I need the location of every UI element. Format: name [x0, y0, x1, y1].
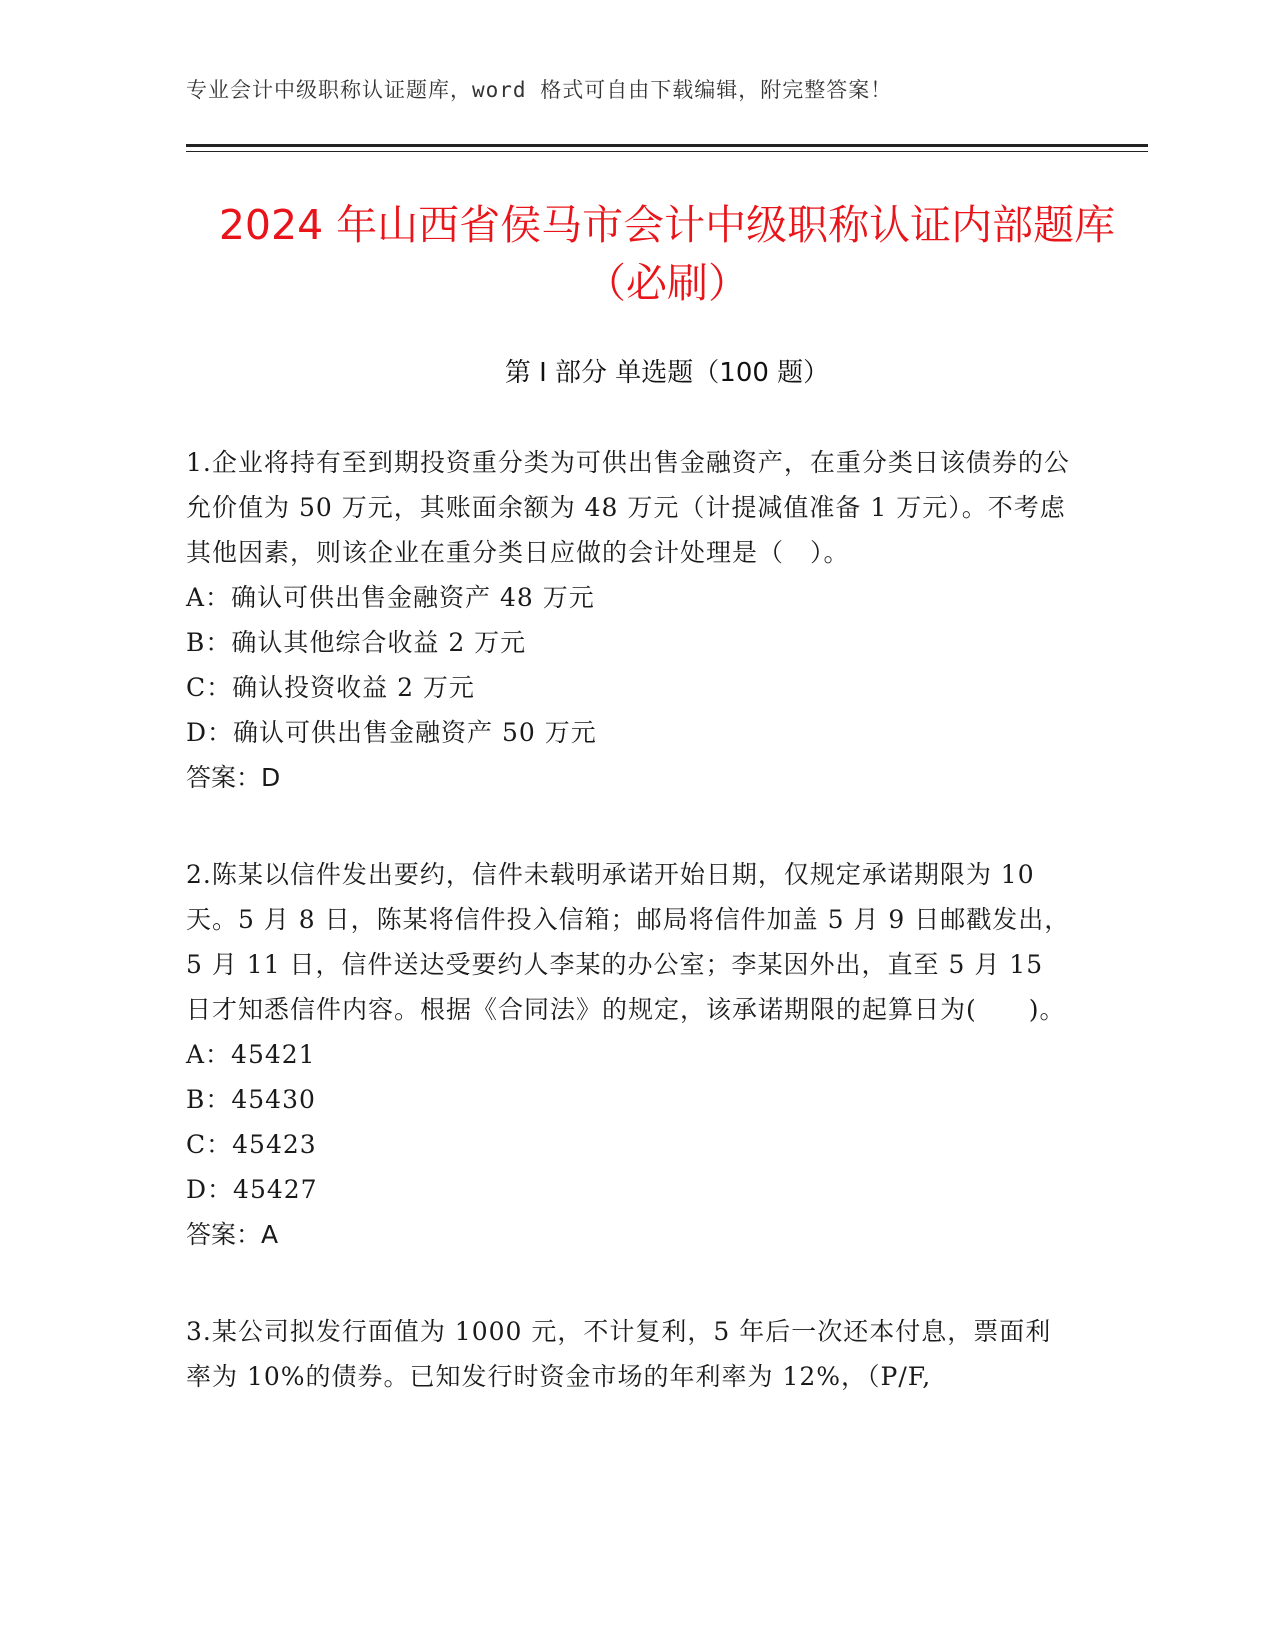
question-stem: 1.企业将持有至到期投资重分类为可供出售金融资产，在重分类日该债券的公允价值为 50 万元，其账面余额为 48 万元（计提减值准备 1 万元）。不考虑其他因素，则该企业在重分类日应做的会计处理是（ ）。: [186, 448, 1070, 567]
question-1: [186, 440, 1076, 800]
answer: 答案：D: [186, 763, 281, 792]
section-title: 第 I 部分 单选题（100 题）: [504, 358, 830, 388]
question-3: [186, 1309, 1076, 1399]
answer: 答案：A: [186, 1220, 279, 1249]
question-list: [186, 440, 1076, 1451]
question-2: [186, 852, 1076, 1257]
option-c: C：确认投资收益 2 万元: [186, 673, 475, 702]
option-a: A：45421: [186, 1040, 316, 1069]
header-note: 专业会计中级职称认证题库，word 格式可自由下载编辑，附完整答案！: [186, 78, 893, 102]
option-c: C：45423: [186, 1130, 317, 1159]
header-rule-thick: [186, 144, 1148, 147]
document-title: 2024 年山西省侯马市会计中级职称认证内部题库（必刷）: [218, 201, 1116, 307]
option-d: D：45427: [186, 1175, 318, 1204]
option-d: D：确认可供出售金融资产 50 万元: [186, 718, 597, 747]
option-b: B：确认其他综合收益 2 万元: [186, 628, 527, 657]
option-a: A：确认可供出售金融资产 48 万元: [186, 583, 595, 612]
option-b: B：45430: [186, 1085, 316, 1114]
question-stem: 3.某公司拟发行面值为 1000 元，不计复利，5 年后一次还本付息，票面利率为 10%的债券。已知发行时资金市场的年利率为 12%，（P/F,: [186, 1317, 1052, 1391]
header-rule-thin: [186, 151, 1148, 152]
question-stem: 2.陈某以信件发出要约，信件未载明承诺开始日期，仅规定承诺期限为 10 天。5 月 8 日，陈某将信件投入信箱；邮局将信件加盖 5 月 9 日邮戳发出，5 月 11 日，信件送达受要约人李某的办公室；李某因外出，直至 5 月 15 日才知悉信件内容。根据《合同法》的规定，该承诺期限的起算日为( )。: [186, 860, 1071, 1024]
